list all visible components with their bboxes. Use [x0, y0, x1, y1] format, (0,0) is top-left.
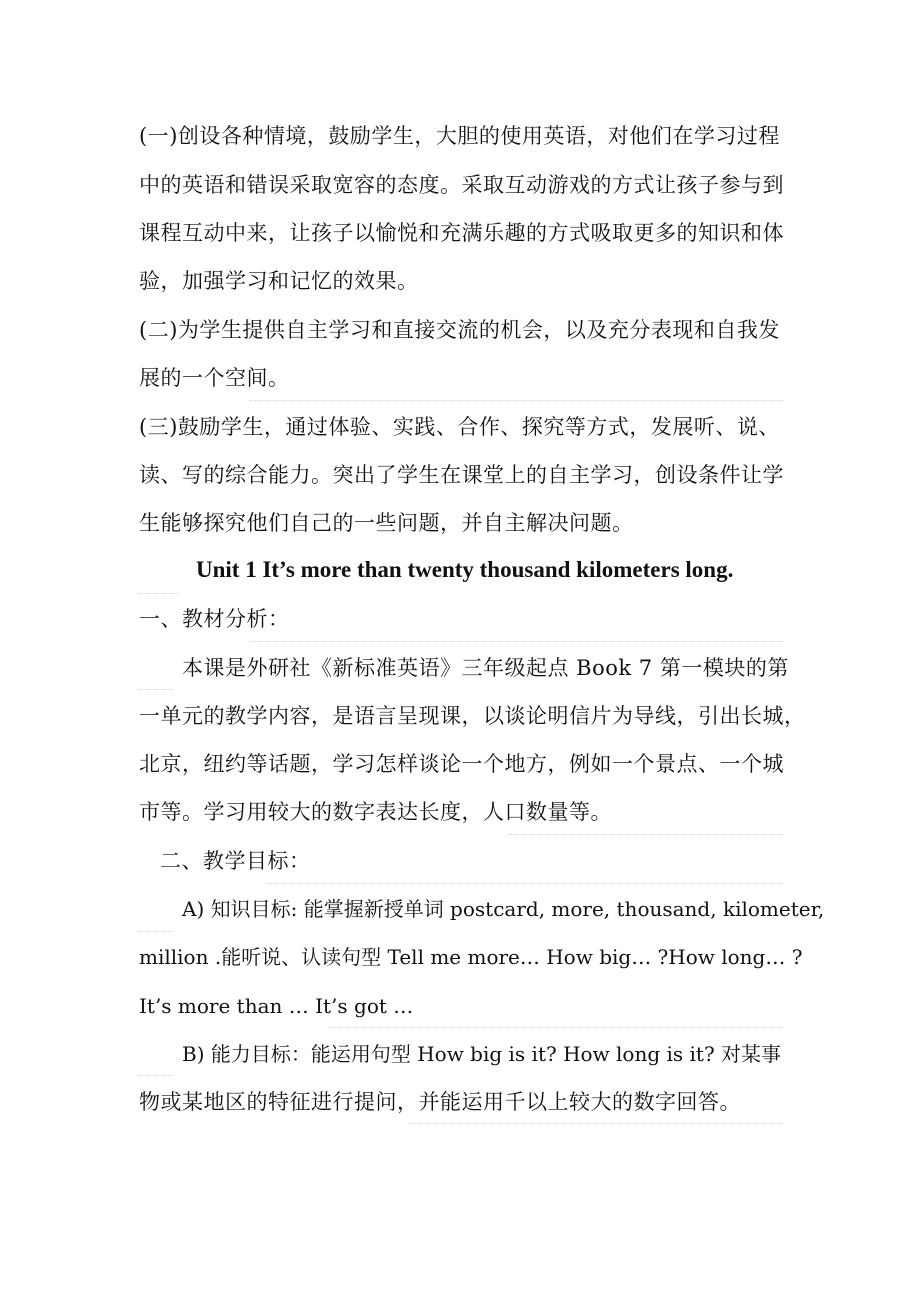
- section-1-heading: 一、教材分析：: [139, 607, 290, 631]
- dotted-separator: [250, 400, 784, 401]
- paragraph-3-line-1: (三)鼓励学生，通过体验、实践、合作、探究等方式，发展听、说、: [139, 415, 780, 439]
- paragraph-1-line-1: (一)创设各种情境，鼓励学生，大胆的使用英语，对他们在学习过程: [139, 124, 780, 148]
- objective-a-line-1: A) 知识目标: 能掌握新授单词 postcard, more, thousand, kilometer,: [182, 897, 825, 921]
- section-1-line-3: 北京，纽约等话题，学习怎样谈论一个地方，例如一个景点、一个城: [139, 752, 784, 776]
- dotted-separator: [137, 1075, 173, 1076]
- paragraph-1-line-4: 验，加强学习和记忆的效果。: [139, 269, 419, 293]
- section-1-line-4: 市等。学习用较大的数字表达长度，人口数量等。: [139, 800, 612, 824]
- unit-title: Unit 1 It’s more than twenty thousand kilometers long.: [196, 557, 734, 582]
- section-2-heading: 二、教学目标：: [160, 849, 311, 873]
- dotted-separator: [508, 834, 784, 835]
- objective-a-line-3: It’s more than … It’s got …: [139, 994, 414, 1018]
- paragraph-1-line-2: 中的英语和错误采取宽容的态度。采取互动游戏的方式让孩子参与到: [139, 173, 784, 197]
- dotted-separator: [137, 931, 173, 932]
- section-1-line-2: 一单元的教学内容，是语言呈现课，以谈论明信片为导线，引出长城，: [139, 704, 806, 728]
- paragraph-2-line-2: 展的一个空间。: [139, 366, 290, 390]
- paragraph-3-line-2: 读、写的综合能力。突出了学生在课堂上的自主学习，创设条件让学: [139, 463, 784, 487]
- paragraph-1-line-3: 课程互动中来，让孩子以愉悦和充满乐趣的方式吸取更多的知识和体: [139, 221, 784, 245]
- dotted-separator: [330, 1027, 784, 1028]
- section-1-line-1: 本课是外研社《新标准英语》三年级起点 Book 7 第一模块的第: [182, 656, 789, 680]
- paragraph-2-line-1: (二)为学生提供自主学习和直接交流的机会，以及充分表现和自我发: [139, 318, 780, 342]
- dotted-separator: [410, 1123, 784, 1124]
- objective-b-line-1: B) 能力目标：能运用句型 How big is it? How long is it? 对某事: [182, 1042, 782, 1066]
- objective-a-line-2: million .能听说、认读句型 Tell me more… How big… ?How long… ?: [139, 945, 803, 969]
- objective-b-line-2: 物或某地区的特征进行提问，并能运用千以上较大的数字回答。: [139, 1090, 741, 1114]
- dotted-separator: [137, 689, 173, 690]
- paragraph-3-line-3: 生能够探究他们自己的一些问题，并自主解决问题。: [139, 511, 634, 535]
- dotted-separator: [137, 593, 179, 594]
- dotted-separator: [268, 883, 784, 884]
- dotted-separator: [250, 641, 784, 642]
